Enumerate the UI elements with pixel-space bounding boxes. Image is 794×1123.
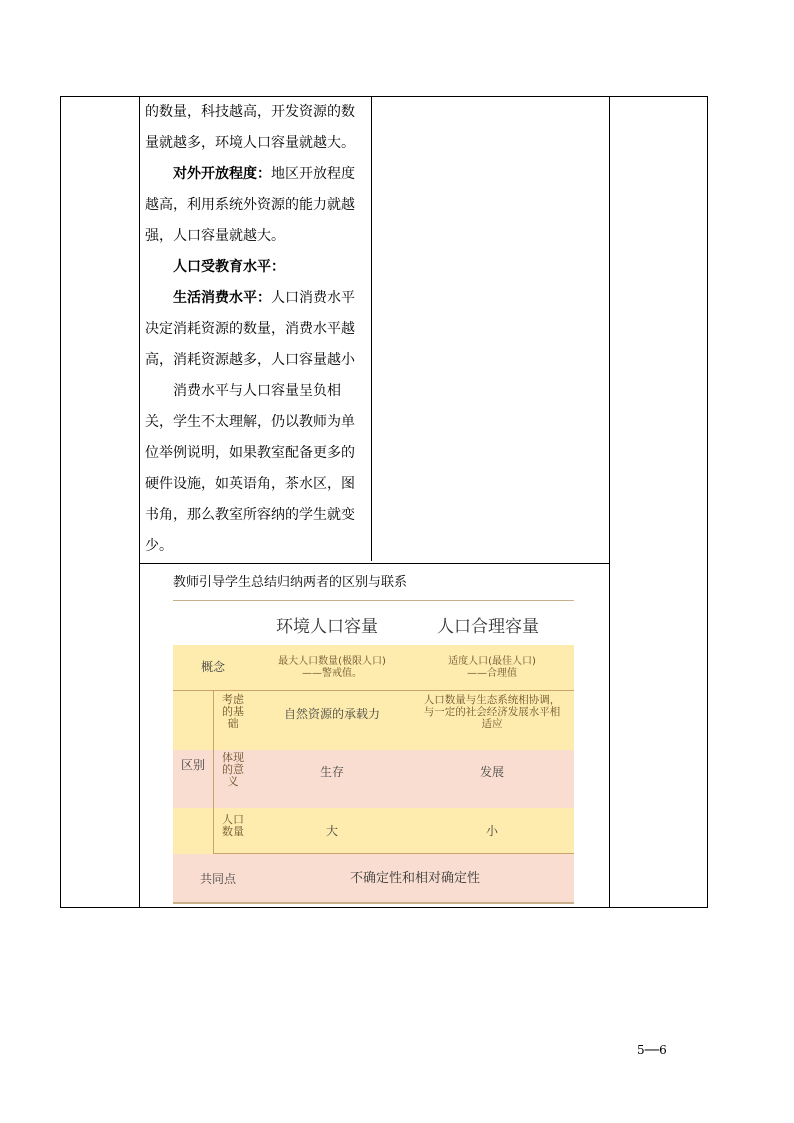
sub-label-count: [214, 814, 252, 838]
text-block: [145, 97, 360, 562]
text-line: 消费水平与人口容量呈负相: [173, 383, 341, 399]
row-label-common: 共同点: [199, 872, 236, 886]
text-line: 硬件设施，如英语角，茶水区，图: [145, 476, 355, 492]
basis-env: 自然资源的承载力: [283, 707, 380, 721]
meaning-env: 生存: [319, 765, 344, 779]
text-line: 高，消耗资源越多，人口容量越小: [145, 352, 355, 368]
cell-line: 适度人口(最佳人口): [448, 656, 536, 667]
concept-env: [256, 656, 408, 680]
sub-label-basis: [214, 694, 252, 730]
text-line: [145, 283, 360, 314]
cell-line: 人口数量与生态系统相协调，: [423, 694, 561, 706]
column-divider: [609, 97, 610, 907]
cell-line: 础: [227, 717, 239, 730]
row-rule: [173, 690, 574, 691]
cell-line: 适应: [481, 718, 503, 730]
row-divider: [139, 563, 609, 564]
cell-line: 与一定的社会经济发展水平相: [423, 706, 561, 718]
basis-pop: [410, 694, 574, 730]
text-line: 位举例说明，如果教室配备更多的: [145, 445, 355, 461]
count-env: 大: [325, 824, 338, 838]
text-line: 关，学生不太理解，仍以教师为单: [145, 414, 355, 430]
figure-top-rule: [173, 600, 574, 601]
text-line: 书角，那么教室所容纳的学生就变: [145, 507, 355, 523]
column-header-pop: 人口合理容量: [437, 617, 539, 637]
column-divider: [371, 97, 372, 561]
figure-bottom-rule: [173, 902, 574, 904]
row-rule: [213, 853, 574, 854]
concept-pop: [410, 656, 574, 680]
page-number: 5──6: [637, 1043, 667, 1057]
text-line: 量就越多，环境人口容量就越大。: [145, 135, 355, 151]
bold-label: 对外开放程度：: [173, 166, 271, 182]
count-pop: 小: [485, 824, 498, 838]
text-line: 决定消耗资源的数量，消费水平越: [145, 321, 355, 337]
cell-line: 的基: [222, 705, 244, 718]
cell-line: 数量: [222, 825, 244, 838]
text-line: 少。: [145, 538, 173, 554]
cell-line: 义: [227, 775, 239, 788]
cell-line: 考虑: [222, 693, 244, 706]
cell-line: ——警戒值。: [302, 668, 362, 679]
bold-label: 人口受教育水平：: [173, 259, 285, 275]
column-header-env: 环境人口容量: [276, 617, 378, 637]
row-label-concept: 概念: [200, 660, 225, 674]
text-line: [145, 159, 360, 190]
sub-label-meaning: [214, 752, 252, 788]
common-value: 不确定性和相对确定性: [349, 871, 480, 886]
cell-line: 体现: [222, 751, 244, 764]
text-line: 强，人口容量就越大。: [145, 228, 285, 244]
text-line: 越高，利用系统外资源的能力就越: [145, 197, 355, 213]
bold-label: 生活消费水平：: [173, 290, 271, 306]
column-divider: [139, 97, 140, 907]
cell-line: ——合理值: [467, 668, 517, 679]
text-line: [145, 252, 360, 283]
cell-line: 最大人口数量(极限人口): [278, 656, 386, 667]
cell-line: 的意: [222, 763, 244, 776]
cell-line: 人口: [222, 813, 244, 826]
figure-caption: 教师引导学生总结归纳两者的区别与联系: [173, 575, 408, 590]
meaning-pop: 发展: [479, 765, 504, 779]
text-span: 人口消费水平: [271, 290, 355, 306]
text-span: 地区开放程度: [271, 166, 355, 182]
row-label-diff: 区别: [180, 758, 205, 772]
text-line: 的数量，科技越高，开发资源的数: [145, 104, 355, 120]
